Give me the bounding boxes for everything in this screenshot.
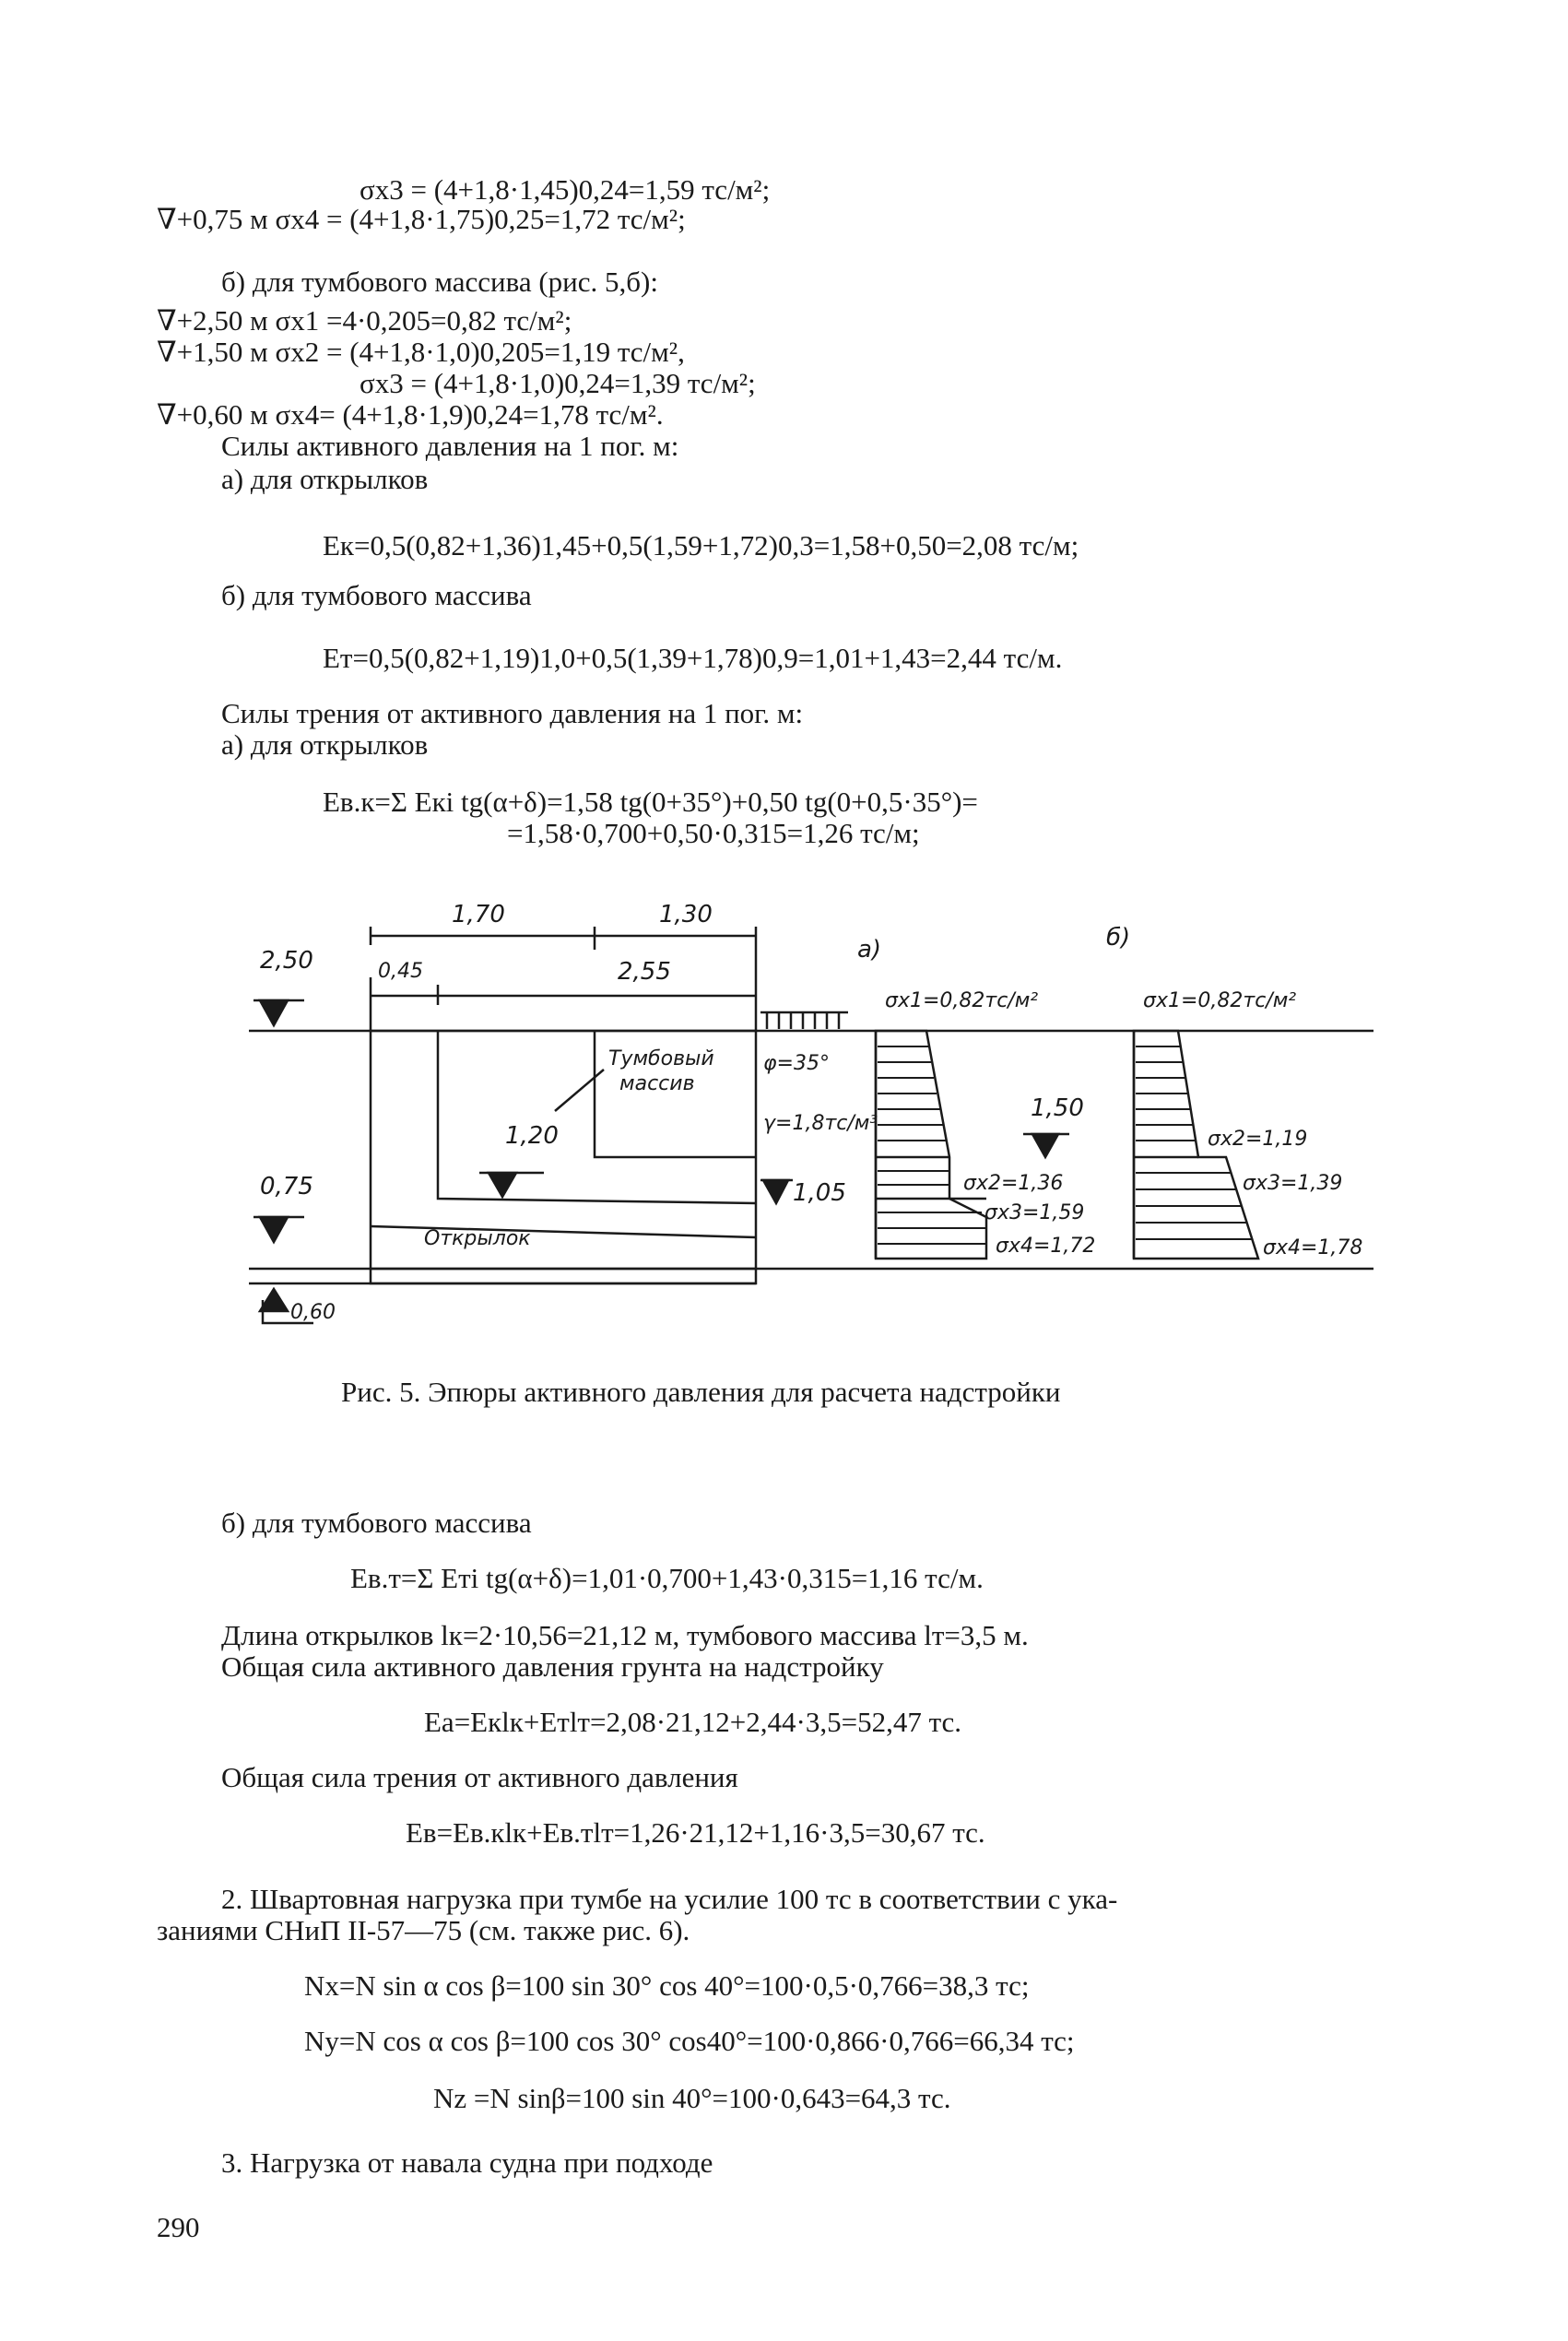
label-level-0-75: 0,75 (260, 1173, 313, 1200)
text-line: а) для открылков (221, 463, 429, 495)
text-line: Eк=0,5(0,82+1,36)1,45+0,5(1,59+1,72)0,3=1,58+0,50=2,08 тс/м; (323, 529, 1079, 562)
text-line: Силы трения от активного давления на 1 пог. м: (221, 697, 804, 729)
label-dim-1-30: 1,30 (659, 901, 713, 928)
text-line: =1,58·0,700+0,50·0,315=1,26 тс/м; (507, 817, 920, 849)
label-dim-0-45: 0,45 (378, 960, 423, 983)
level-marker-2-50 (260, 1000, 288, 1025)
text-line: Eв.т=Σ Eтi tg(α+δ)=1,01·0,700+1,43·0,315=1,16 тс/м. (350, 1562, 984, 1594)
surcharge-arrows (760, 1012, 848, 1029)
text-line: б) для тумбового массива (221, 579, 532, 611)
text-line: ∇+2,50 м σx1 =4·0,205=0,82 тс/м²; (157, 304, 572, 337)
label-a-sx1: σx1=0,82тс/м² (885, 989, 1039, 1012)
label-b-sx4: σx4=1,78 (1263, 1236, 1363, 1259)
text-line: б) для тумбового массива (221, 1507, 532, 1539)
text-line: б) для тумбового массива (рис. 5,б): (221, 266, 658, 298)
text-line: а) для открылков (221, 728, 429, 761)
level-marker-1-05 (763, 1180, 788, 1203)
text-line: Силы активного давления на 1 пог. м: (221, 430, 679, 462)
label-b-sx1: σx1=0,82тс/м² (1143, 989, 1297, 1012)
label-level-1-20: 1,20 (505, 1122, 559, 1150)
label-level-2-50: 2,50 (260, 947, 313, 975)
text-line: Eа=Eкlк+Eтlт=2,08·21,12+2,44·3,5=52,47 тс. (424, 1706, 962, 1738)
level-marker-0-60 (260, 1289, 288, 1311)
label-sub-a: а) (857, 936, 882, 964)
label-b-sx2: σx2=1,19 (1208, 1128, 1308, 1151)
text-line: Eт=0,5(0,82+1,19)1,0+0,5(1,39+1,78)0,9=1,01+1,43=2,44 тс/м. (323, 642, 1063, 674)
text-line: σx3 = (4+1,8·1,45)0,24=1,59 тс/м²; (360, 173, 771, 206)
level-marker-1-50 (1032, 1134, 1058, 1157)
text-line: Eв=Eв.кlк+Eв.тlт=1,26·21,12+1,16·3,5=30,67 тс. (406, 1816, 985, 1849)
label-massif-2: массив (619, 1072, 695, 1095)
page-number: 290 (157, 2211, 200, 2243)
text-line: Nx=N sin α cos β=100 sin 30° cos 40°=100·0,5·0,766=38,3 тс; (304, 1969, 1030, 2002)
label-level-0-60: 0,60 (290, 1301, 336, 1324)
label-phi: φ=35° (763, 1052, 830, 1075)
level-marker-0-75 (260, 1217, 288, 1242)
label-a-sx3: σx3=1,59 (984, 1201, 1085, 1224)
text-line: 2. Швартовная нагрузка при тумбе на усилие 100 тс в соответствии с ука- (221, 1883, 1118, 1915)
text-line: заниями СНиП II-57—75 (см. также рис. 6). (157, 1914, 690, 1946)
text-line: ∇+0,75 м σx4 = (4+1,8·1,75)0,25=1,72 тс/м²; (157, 203, 686, 235)
label-sub-b: б) (1106, 924, 1131, 952)
label-otkrylok: Открылок (424, 1227, 531, 1250)
text-line: ∇+1,50 м σx2 = (4+1,8·1,0)0,205=1,19 тс/м², (157, 336, 685, 368)
label-a-sx2: σx2=1,36 (963, 1172, 1064, 1195)
label-dim-1-70: 1,70 (452, 901, 505, 928)
text-line: ∇+0,60 м σx4= (4+1,8·1,9)0,24=1,78 тс/м². (157, 398, 664, 431)
label-level-1-50: 1,50 (1031, 1094, 1084, 1122)
text-line: Eв.к=Σ Eкi tg(α+δ)=1,58 tg(0+35°)+0,50 tg(0+0,5·35°)= (323, 786, 978, 818)
text-line: Общая сила активного давления грунта на надстройку (221, 1650, 884, 1683)
label-dim-2-55: 2,55 (618, 958, 671, 986)
label-massif-1: Тумбовый (608, 1047, 714, 1070)
text-line: σx3 = (4+1,8·1,0)0,24=1,39 тс/м²; (360, 367, 756, 399)
figure-caption: Рис. 5. Эпюры активного давления для расчета надстройки (341, 1376, 1061, 1408)
text-line: Ny=N cos α cos β=100 cos 30° cos40°=100·0,866·0,766=66,34 тс; (304, 2025, 1075, 2057)
text-line: Nz =N sinβ=100 sin 40°=100·0,643=64,3 тс. (433, 2082, 951, 2114)
label-level-1-05: 1,05 (793, 1179, 846, 1207)
text-line: Общая сила трения от активного давления (221, 1761, 738, 1793)
pressure-diagram-a (876, 1031, 986, 1259)
level-marker-1-20 (489, 1173, 516, 1197)
label-b-sx3: σx3=1,39 (1243, 1172, 1343, 1195)
text-line: 3. Нагрузка от навала судна при подходе (221, 2146, 713, 2179)
label-a-sx4: σx4=1,72 (996, 1235, 1096, 1258)
label-gamma: γ=1,8тс/м³ (763, 1112, 878, 1135)
text-line: Длина открылков lк=2·10,56=21,12 м, тумбового массива lт=3,5 м. (221, 1619, 1029, 1651)
